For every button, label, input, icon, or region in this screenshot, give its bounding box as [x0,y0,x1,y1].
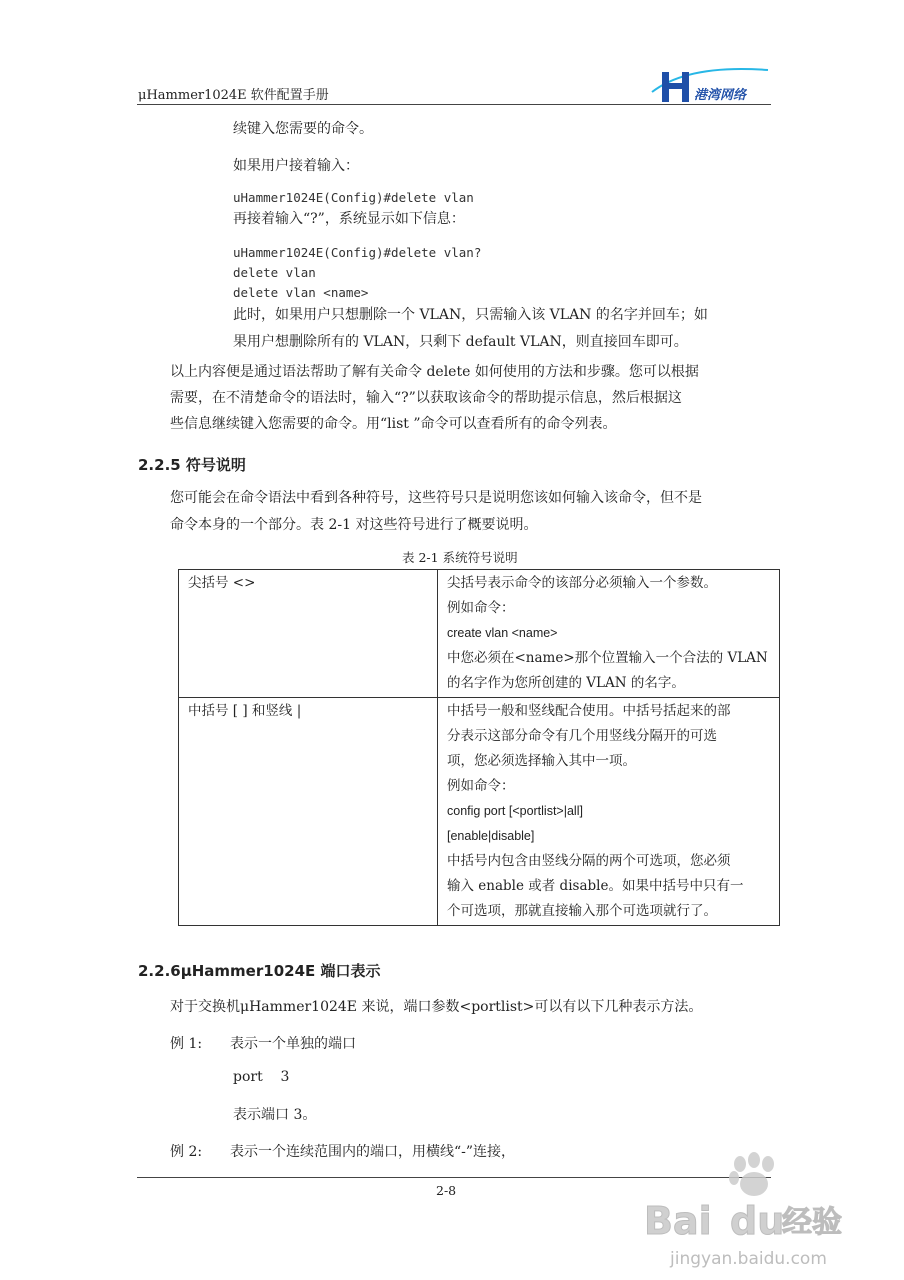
paragraph-if-user: 如果用户接着输入： [233,158,359,174]
company-logo [648,62,774,106]
table-row [179,570,780,698]
header-rule [137,104,771,105]
code-line: delete vlan <name> [233,285,369,300]
example-note: 表示端口 3。 [233,1107,317,1123]
code-line: delete vlan [233,265,316,280]
watermark-brand2: du [730,1199,785,1243]
header-title: μHammer1024E 软件配置手册 [138,88,329,103]
description-cell: 中括号一般和竖线配合使用。中括号括起来的部 分表示这部分命令有几个用竖线分隔开的可选 项，您必须选择输入其中一项。 例如命令： config port [<portlist>|all] [enable|disable] 中括号内包含由竖线分隔的两个可选项，您必须 输入 enable 或者 disable。如果中括号中只有一 个可选项，那就直接输入那个可选项就行了。 [438,698,780,926]
paragraph-line: 以上内容便是通过语法帮助了解有关命令 delete 如何使用的方法和步骤。您可以根据 [170,364,699,380]
watermark-url: jingyan.baidu.com [670,1249,827,1269]
symbol-cell: 中括号 [ ] 和竖线 | [179,698,438,926]
section-heading: 2.2.5 符号说明 [138,456,246,474]
paragraph-line: 果用户想删除所有的 VLAN，只剩下 default VLAN，则直接回车即可。 [233,334,688,350]
watermark-cn: 经验 [782,1205,842,1240]
paragraph-line: 些信息继续键入您需要的命令。用“list ”命令可以查看所有的命令列表。 [170,416,617,432]
page-number: 2-8 [436,1183,457,1198]
baidu-watermark [640,1150,880,1270]
table-row [179,698,780,926]
paw-icon [729,1152,774,1196]
code-line: uHammer1024E(Config)#delete vlan [233,190,474,205]
example-text: 表示一个单独的端口 [230,1036,356,1052]
paragraph-portlist: 对于交换机μHammer1024E 来说，端口参数<portlist>可以有以下几种表示方法。 [170,999,703,1015]
paragraph-line: 命令本身的一个部分。表 2-1 对这些符号进行了概要说明。 [170,517,538,533]
logo-text: 港湾网络 [694,88,747,103]
example-code: port 3 [233,1069,290,1085]
description-cell: 尖括号表示命令的该部分必须输入一个参数。 例如命令： create vlan <name> 中您必须在<name>那个位置输入一个合法的 VLAN 的名字作为您所创建的 VLAN 的名字。 [438,570,780,698]
paragraph-line: 需要，在不清楚命令的语法时，输入“?”以获取该命令的帮助提示信息，然后根据这 [170,390,682,406]
section-heading: 2.2.6μHammer1024E 端口表示 [138,962,381,980]
watermark-brand: Bai [644,1199,712,1243]
example-text: 表示一个连续范围内的端口，用横线“-”连接， [230,1144,516,1160]
paragraph-then-input: 再接着输入“?”，系统显示如下信息： [233,211,465,227]
example-label: 例 2: [170,1144,203,1160]
paragraph-line: 您可能会在命令语法中看到各种符号，这些符号只是说明您该如何输入该命令，但不是 [170,490,702,506]
table-caption: 表 2-1 系统符号说明 [402,550,518,565]
symbol-table [178,569,780,926]
paragraph-line: 此时，如果用户只想删除一个 VLAN，只需输入该 VLAN 的名字并回车；如 [233,307,708,323]
paragraph-continue: 续键入您需要的命令。 [233,121,373,137]
example-label: 例 1: [170,1036,203,1052]
code-line: uHammer1024E(Config)#delete vlan? [233,245,482,260]
symbol-cell: 尖括号 <> [179,570,438,698]
